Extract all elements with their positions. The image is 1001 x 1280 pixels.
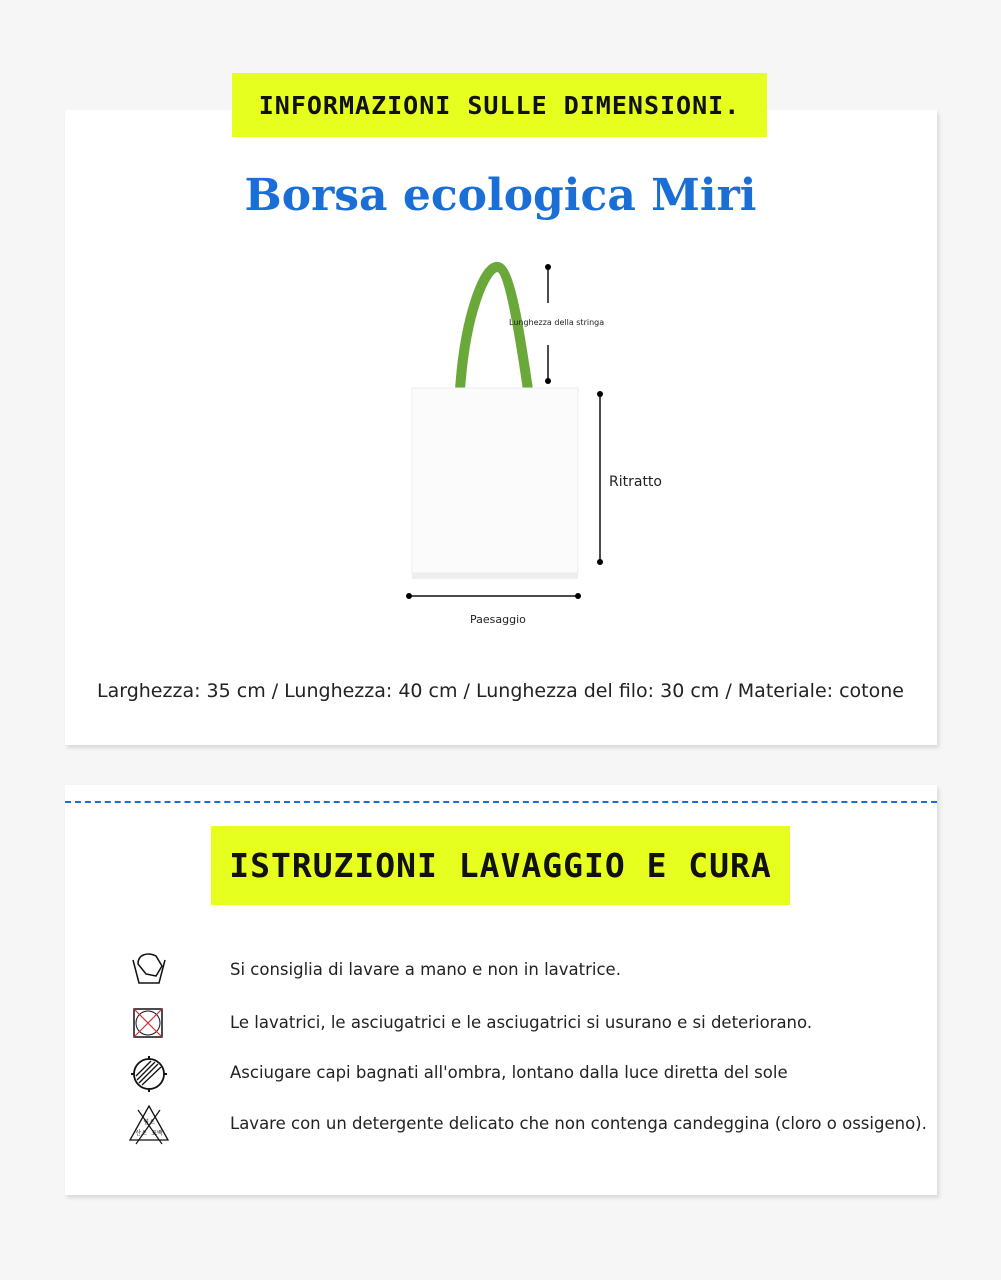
care-text: Si consiglia di lavare a mano e non in lavatrice.	[230, 960, 621, 979]
width-dimension-line	[404, 590, 584, 602]
care-text: Le lavatrici, le asciugatrici e le asciugatrici si usurano e si deteriorano.	[230, 1013, 813, 1032]
product-title: Borsa ecologica Miri	[244, 170, 757, 221]
width-label: Paesaggio	[470, 613, 526, 626]
svg-text:염소: 염소	[143, 1119, 155, 1126]
no-bleach-icon	[128, 1104, 170, 1146]
care-item	[0, 1053, 1001, 1093]
strap-length-label: Lunghezza della stringa	[509, 318, 605, 327]
dimensions-text: Larghezza: 35 cm / Lunghezza: 40 cm / Lunghezza del filo: 30 cm / Materiale: cotone	[97, 680, 904, 702]
tote-bag-image	[400, 255, 680, 595]
height-label: Ritratto	[609, 474, 662, 490]
care-item	[0, 1003, 1001, 1043]
size-info-banner: INFORMAZIONI SULLE DIMENSIONI.	[232, 73, 767, 137]
svg-text:표백: 표백	[151, 1130, 163, 1137]
care-text: Asciugare capi bagnati all'ombra, lontano dalla luce diretta del sole	[230, 1063, 788, 1082]
care-item	[0, 950, 1001, 990]
dry-in-shade-icon	[128, 1053, 170, 1095]
care-text: Lavare con un detergente delicato che non contenga candeggina (cloro o ossigeno).	[230, 1114, 927, 1133]
care-banner: ISTRUZIONI LAVAGGIO E CURA	[211, 826, 790, 905]
dashed-divider	[65, 801, 937, 803]
no-tumble-dry-icon	[128, 1003, 170, 1043]
svg-text:산소: 산소	[135, 1130, 147, 1137]
hand-wash-icon	[128, 950, 170, 986]
care-item	[0, 1104, 1001, 1144]
